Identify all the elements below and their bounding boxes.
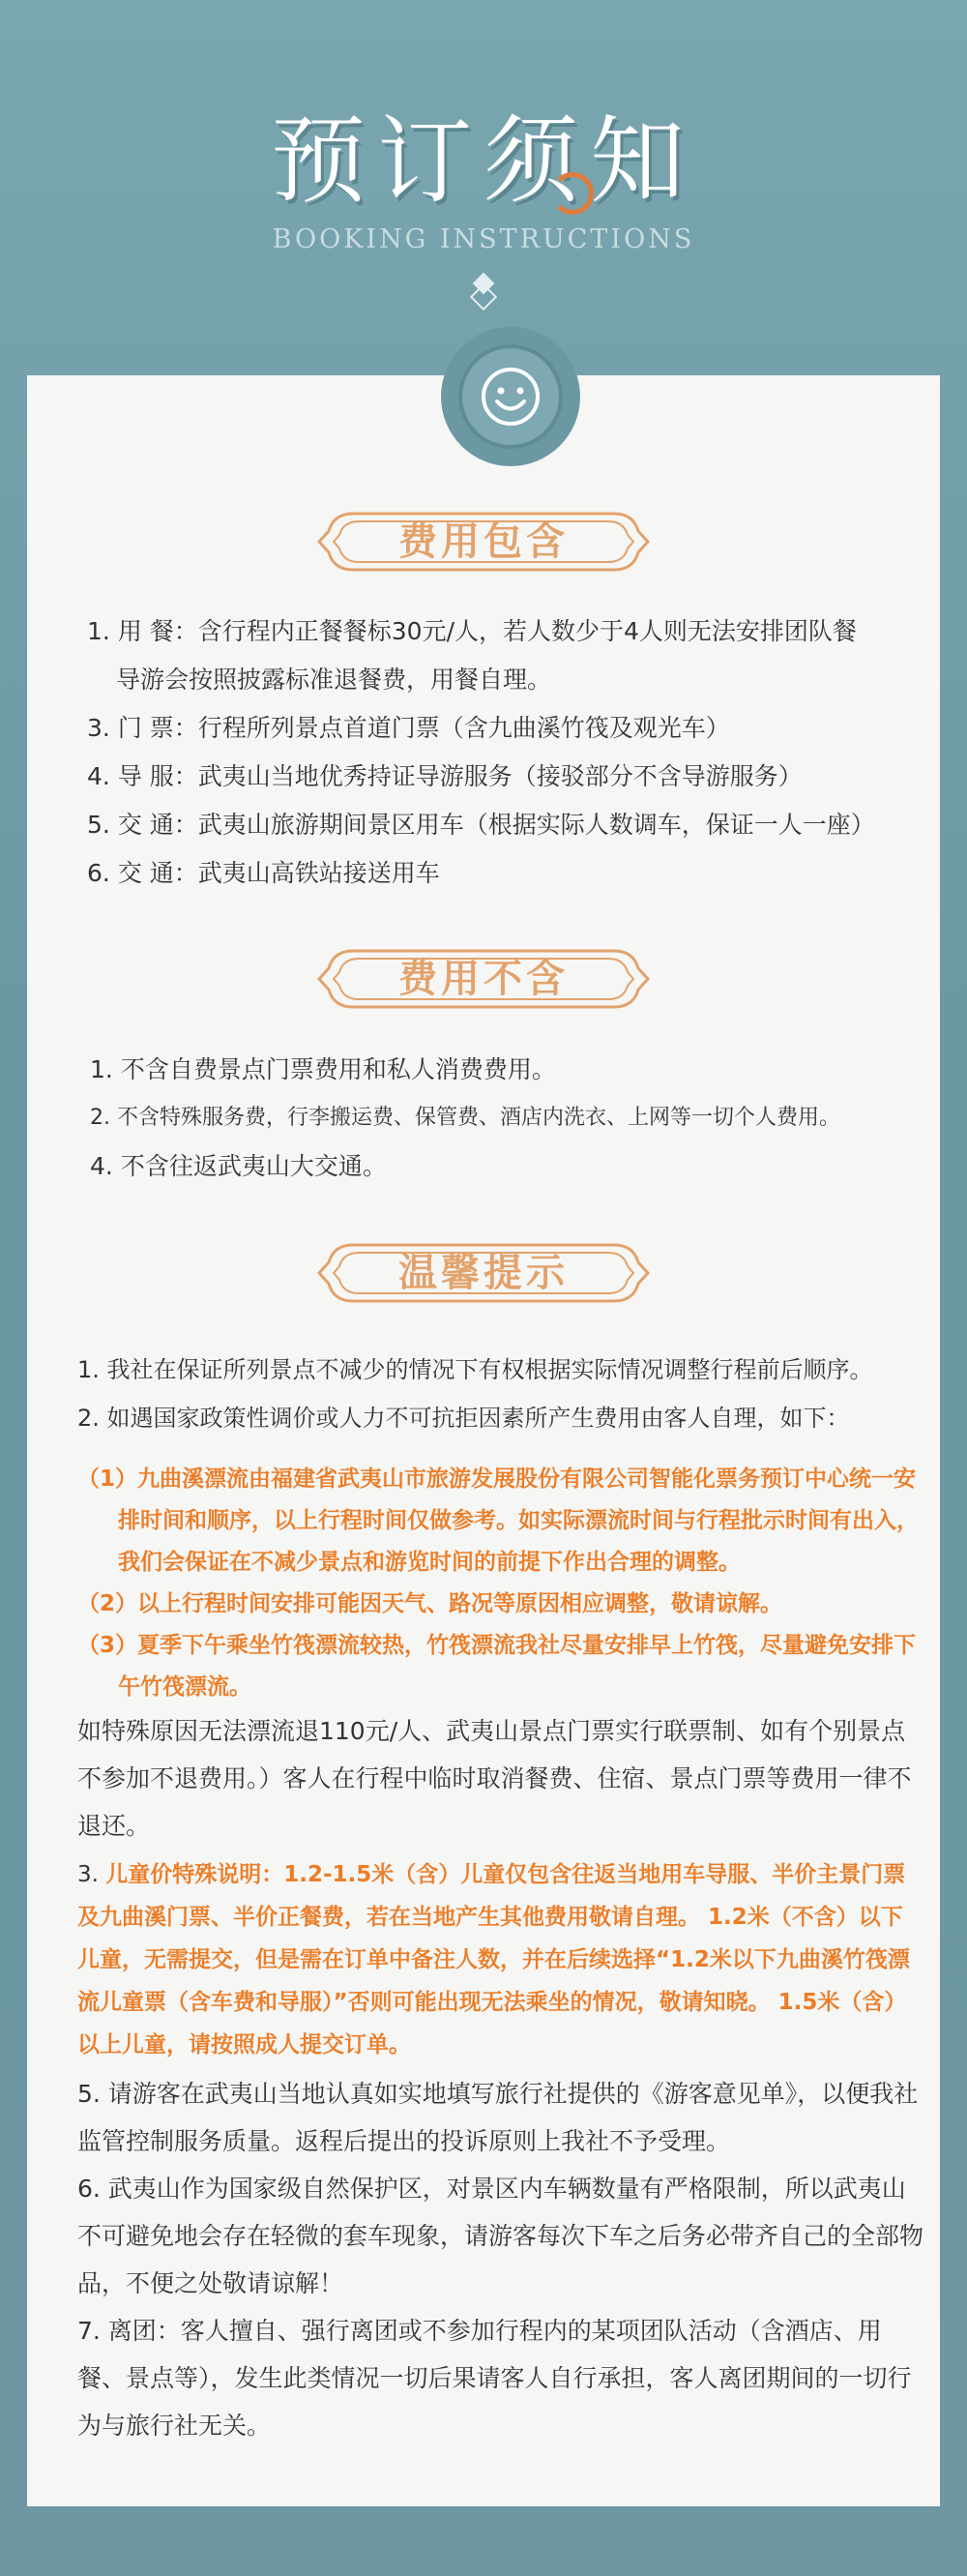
section-header-included xyxy=(314,504,653,579)
hero-header xyxy=(0,0,967,377)
list-item: 2. 如遇国家政策性调价或人力不可抗拒因素所产生费用由客人自理，如下： xyxy=(77,1405,850,1432)
tips-item-7: 7. 离团：客人擅自、强行离团或不参加行程内的某项团队活动（含酒店、用餐、景点等），发生此类情况一切后果请客人自行承担，客人离团期间的一切行为与旅行社无关。 xyxy=(77,2317,912,2440)
child-pricing-paragraph: 3. 儿童价特殊说明：1.2-1.5米（含）儿童仅包含往返当地用车导服、半价主景门票及九曲溪门票、半价正餐费，若在当地产生其他费用敬请自理。 1.2米（不含）以下儿童，无需提交，但是需在订单中备注人数，并在后续选择“1.2米以下九曲溪竹筏漂流儿童票（含车费和导服）”否则可能出现无法乘坐的情况，敬请知晓。 1.5米（含）以上儿童，请按照成人提交订单。 xyxy=(77,1862,910,2058)
list-item: 1. 不含自费景点门票费用和私人消费费用。 xyxy=(90,1055,556,1083)
diamond-icon xyxy=(469,276,498,314)
section-title-included: 费用包含 xyxy=(398,519,569,564)
orange-item: （1）九曲溪漂流由福建省武夷山市旅游发展股份有限公司智能化票务预订中心统一安排时间和顺序，以上行程时间仅做参考。如实际漂流时间与行程批示时间有出入，我们会保证在不减少景点和游览时间的前提下作出合理的调整。 xyxy=(77,1466,919,1575)
included-list xyxy=(87,607,909,898)
excluded-list xyxy=(90,1046,912,1191)
list-item: 4. 不含往返武夷山大交通。 xyxy=(90,1152,387,1180)
badge xyxy=(441,327,580,466)
section-header-tips xyxy=(314,1235,653,1311)
list-item: 5. 交 通：武夷山旅游期间景区用车（根据实际人数调车，保证一人一座） xyxy=(87,811,875,839)
section-header-excluded xyxy=(314,941,653,1017)
section-title-excluded: 费用不含 xyxy=(398,957,569,1001)
orange-item: （3）夏季下午乘坐竹筏漂流较热，竹筏漂流我社尽量安排早上竹筏，尽量避免安排下午竹筏漂流。 xyxy=(77,1633,917,1700)
list-item: 3. 门 票：行程所列景点首道门票（含九曲溪竹筏及观光车） xyxy=(87,714,730,742)
content-card xyxy=(27,375,940,2506)
list-item: 1. 用 餐：含行程内正餐餐标30元/人，若人数少于4人则无法安排团队餐 xyxy=(87,617,857,645)
list-item: 导游会按照披露标准退餐费，用餐自理。 xyxy=(116,666,552,694)
tips-details xyxy=(77,1707,923,2449)
refund-paragraph: 如特殊原因无法漂流退110元/人、武夷山景点门票实行联票制、如有个别景点不参加不退费用。）客人在行程中临时取消餐费、住宿、景点门票等费用一律不退还。 xyxy=(77,1717,912,1840)
list-item: 6. 交 通：武夷山高铁站接送用车 xyxy=(87,859,440,887)
tips-item-5: 5. 请游客在武夷山当地认真如实地填写旅行社提供的《游客意见单》，以便我社监管控制服务质量。返程后提出的投诉原则上我社不予受理。 xyxy=(77,2080,919,2155)
section-title-tips: 温馨提示 xyxy=(398,1251,569,1295)
tips-item-6: 6. 武夷山作为国家级自然保护区，对景区内车辆数量有严格限制，所以武夷山不可避免地会存在轻微的套车现象，请游客每次下车之后务必带齐自己的全部物品，不便之处敬请谅解！ xyxy=(77,2175,924,2297)
page-subtitle: BOOKING INSTRUCTIONS xyxy=(272,224,695,254)
list-item: 4. 导 服：武夷山当地优秀持证导游服务（接驳部分不含导游服务） xyxy=(87,762,803,790)
list-item: 2. 不含特殊服务费，行李搬运费、保管费、酒店内洗衣、上网等一切个人费用。 xyxy=(90,1106,841,1130)
tips-orange-list xyxy=(77,1459,919,1708)
smiley-icon xyxy=(474,360,547,433)
list-item: 1. 我社在保证所列景点不减少的情况下有权根据实际情况调整行程前后顺序。 xyxy=(77,1356,873,1383)
tips-intro xyxy=(77,1346,928,1442)
page-title: 预订须知 xyxy=(270,106,696,217)
orange-item: （2）以上行程时间安排可能因天气、路况等原因相应调整，敬请谅解。 xyxy=(77,1591,783,1616)
title-accent-circle xyxy=(551,172,594,215)
